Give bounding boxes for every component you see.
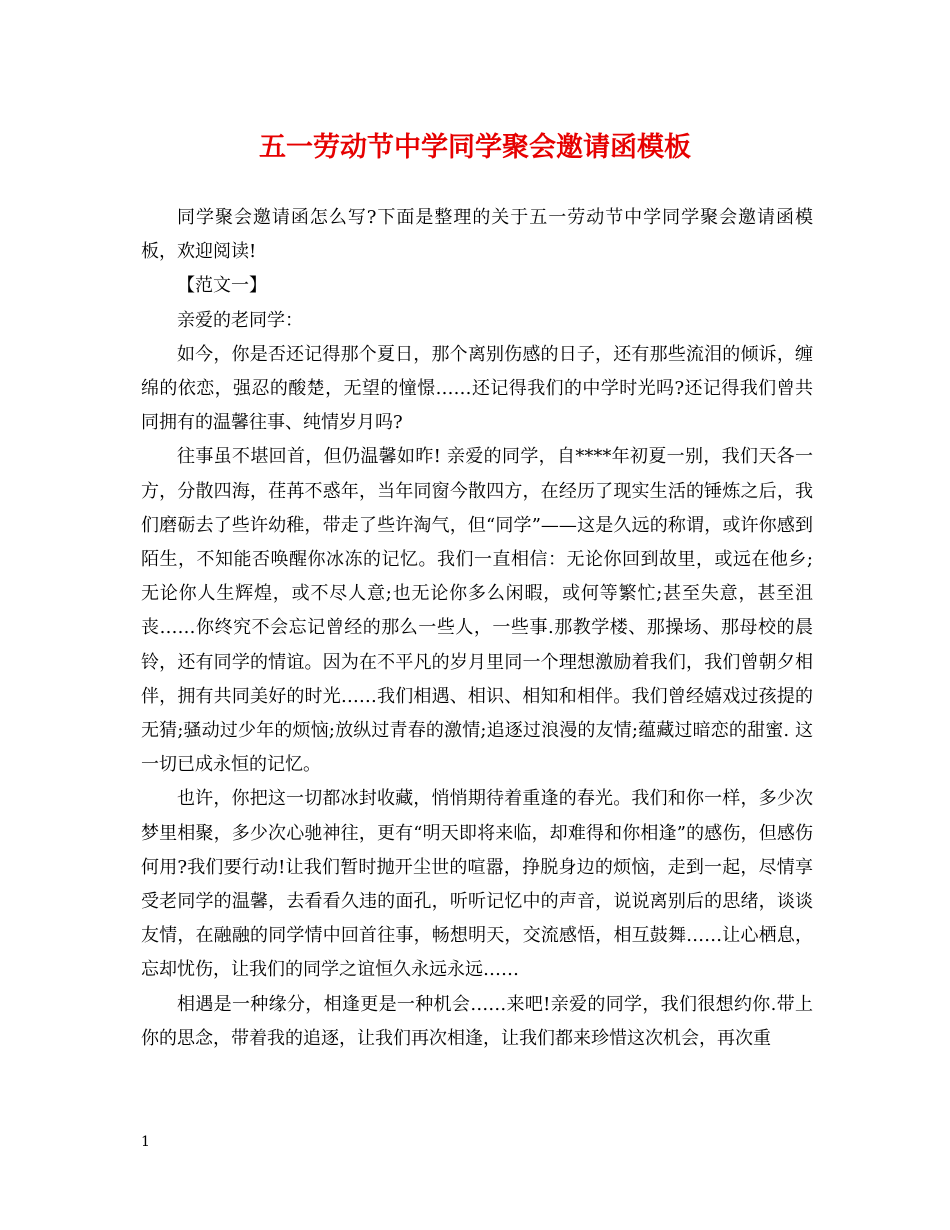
document-title: 五一劳动节中学同学聚会邀请函模板 — [259, 132, 691, 163]
section-heading: 【范文一】 — [177, 275, 267, 297]
intro-paragraph: 同学聚会邀请函怎么写?下面是整理的关于五一劳动节中学同学聚会邀请函模板，欢迎阅读! — [141, 207, 813, 263]
body-paragraph: 也许，你把这一切都冰封收藏，悄悄期待着重逢的春光。我们和你一样，多少次梦里相聚，多少次心驰神往，更有“明天即将来临，却难得和你相逢”的感伤，但感伤何用?我们要行动!让我们暂时抛开尘世的喧嚣，挣脱身边的烦恼，走到一起，尽情享受老同学的温馨，去看看久违的面孔，听听记忆中的声音，说说离别后的思绪，谈谈友情，在融融的同学情中回首往事，畅想明天，交流感悟，相互鼓舞……让心栖息，忘却忧伤，让我们的同学之谊恒久永远永远…… — [141, 788, 813, 981]
page-number: 1 — [141, 1134, 150, 1150]
body-paragraph: 如今，你是否还记得那个夏日，那个离别伤感的日子，还有那些流泪的倾诉，缠绵的依恋，强忍的酸楚，无望的憧憬……还记得我们的中学时光吗?还记得我们曾共同拥有的温馨往事、纯情岁月吗? — [141, 343, 813, 434]
salutation: 亲爱的老同学： — [177, 309, 303, 331]
body-paragraph: 相遇是一种缘分，相逢更是一种机会……来吧!亲爱的同学，我们很想约你.带上你的思念，带着我的追逐，让我们再次相逢，让我们都来珍惜这次机会，再次重 — [141, 993, 813, 1049]
document-body — [141, 201, 813, 1056]
body-paragraph: 往事虽不堪回首，但仍温馨如昨! 亲爱的同学，自****年初夏一别，我们天各一方，分散四海，荏苒不惑年，当年同窗今散四方，在经历了现实生活的锤炼之后，我们磨砺去了些许幼稚，带走了些许淘气，但“同学”——这是久远的称谓，或许你感到陌生，不知能否唤醒你冰冻的记忆。我们一直相信：无论你回到故里，或远在他乡;无论你人生辉煌，或不尽人意;也无论你多么闲暇，或何等繁忙;甚至失意，甚至沮丧……你终究不会忘记曾经的那么一些人，一些事.那教学楼、那操场、那母校的晨铃，还有同学的情谊。因为在不平凡的岁月里同一个理想激励着我们，我们曾朝夕相伴，拥有共同美好的时光……我们相遇、相识、相知和相伴。我们曾经嬉戏过孩提的无猜;骚动过少年的烦恼;放纵过青春的激情;追逐过浪漫的友情;蕴藏过暗恋的甜蜜. 这一切已成永恒的记忆。 — [141, 446, 813, 776]
